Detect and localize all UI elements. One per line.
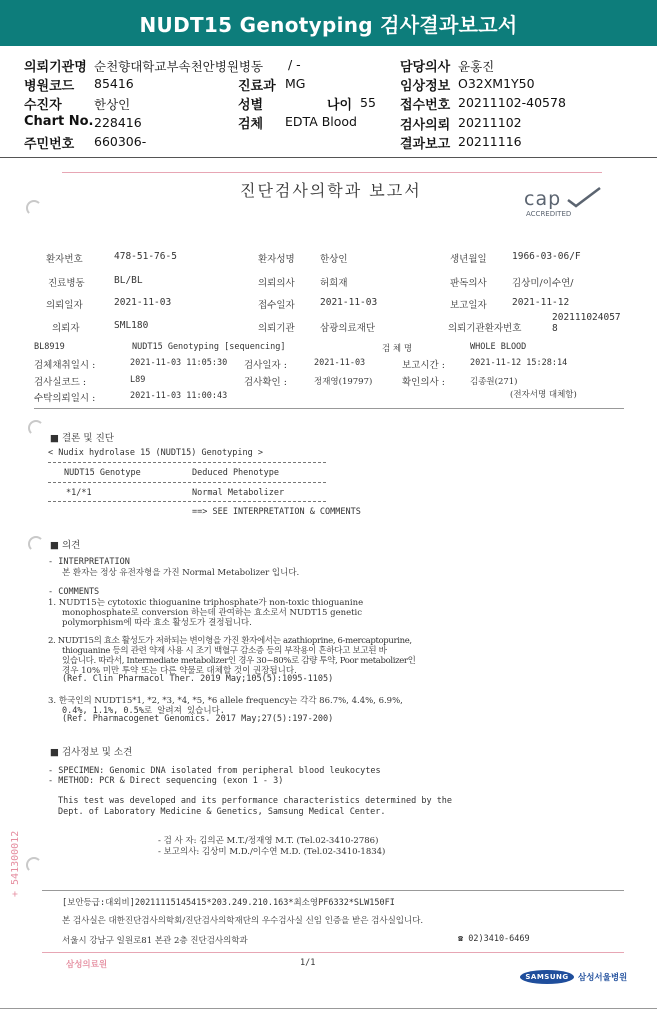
opinion-heading: ■ 의견 — [50, 540, 81, 551]
test-name: NUDT15 Genotyping [sequencing] — [132, 342, 286, 352]
cap-logo — [522, 188, 602, 224]
req-inst-pt-label: 의뢰기관환자번호 — [448, 323, 522, 334]
room-value: L89 — [130, 375, 146, 385]
ssn-value: 660306- — [94, 134, 147, 149]
reqdate-value: 20211102 — [458, 115, 522, 130]
top-pink-rule — [62, 172, 602, 173]
see-interpretation: ==> SEE INTERPRETATION & COMMENTS — [192, 507, 361, 517]
col-genotype: NUDT15 Genotype — [64, 468, 141, 478]
interp-text: 본 환자는 정상 유전자형을 가진 Normal Metabolizer 입니다. — [62, 568, 300, 578]
requester-label: 의뢰자 — [52, 323, 80, 334]
footer-top-rule — [42, 890, 624, 891]
check-icon — [564, 186, 604, 208]
doctor-value: 윤홍진 — [458, 59, 495, 74]
age-label: 나이 — [327, 98, 353, 113]
page-number: 1/1 — [300, 958, 316, 968]
tel-line: ☎ 02)3410-6469 — [458, 934, 530, 944]
phenotype-value: Normal Metabolizer — [192, 488, 285, 498]
recv-label: 수탁의뢰일시 : — [34, 393, 96, 404]
patient-value: 한상인 — [94, 97, 131, 112]
cap-accredited: ACCREDITED — [526, 210, 572, 218]
info-specimen: - SPECIMEN: Genomic DNA isolated from peripheral blood leukocytes — [48, 766, 381, 776]
cert-line: 본 검사실은 대한진단검사의학회/진단검사의학재단의 우수검사실 신임 인증을 받은 검사실입니다. — [62, 916, 424, 926]
report-title-bar — [0, 0, 657, 46]
esign-note: (전자서명 대체함) — [510, 390, 577, 400]
ssn-label: 주민번호 — [24, 137, 75, 152]
comment-2-line-1: 2. NUDT15의 효소 활성도가 저하되는 변이형을 가진 환자에서는 azathioprine, 6-mercaptopurine, — [48, 636, 412, 646]
comment-2-line-3: 있습니다. 따라서, Intermediate metabolizer인 경우 30~80%로 감량 투약, Poor metabolizer인 — [62, 656, 416, 666]
comment-1-line-3: polymorphism에 따라 효소 활성도가 결정됩니다. — [62, 618, 252, 628]
test-date-value: 2021-11-03 — [314, 358, 366, 368]
req-inst-pt-value-a: 202111024057 — [552, 312, 621, 323]
req-doctor-value: 허희재 — [320, 278, 348, 289]
spec-name-value: WHOLE BLOOD — [470, 342, 527, 352]
recv-value: 2021-11-03 11:00:43 — [130, 391, 228, 401]
comment-1-line-2: monophosphate로 conversion 하는데 관여하는 효소로서 NUDT15 genetic — [62, 608, 363, 618]
patient-name-value: 한상인 — [320, 254, 348, 265]
rep-date-value: 2021-11-12 — [512, 297, 570, 308]
dept-value: MG — [285, 76, 306, 91]
page-bottom-rule — [0, 1008, 657, 1009]
clinical-label: 임상정보 — [400, 79, 451, 94]
spec-name-label: 검 체 명 — [382, 344, 413, 354]
rep-time-label: 보고시간 : — [402, 360, 445, 371]
clinical-value: O32XM1Y50 — [458, 76, 535, 91]
recv-date-label: 접수일자 — [258, 300, 295, 311]
right-brand: 삼성서울병원 — [578, 973, 628, 983]
accno-label: 접수번호 — [400, 98, 451, 113]
inst-value: 순천향대학교부속천안병원병동 — [94, 59, 264, 74]
repdate-value: 20211116 — [458, 134, 522, 149]
scanned-report — [10, 162, 640, 983]
test-code: BL8919 — [34, 342, 65, 352]
req-doctor-label: 의뢰의사 — [258, 278, 295, 289]
rep-time-value: 2021-11-12 15:28:14 — [470, 358, 568, 368]
age-value: 55 — [360, 95, 376, 110]
reqdate-label: 검사의뢰 — [400, 118, 451, 133]
patient-label: 수진자 — [24, 98, 62, 113]
accno-value: 20211102-40578 — [458, 95, 566, 110]
chart-label: Chart No. — [24, 114, 94, 129]
comment-3-line-2: 0.4%, 1.1%, 0.5%로 알려져 있습니다. — [62, 706, 225, 716]
patient-no-value: 478-51-76-5 — [114, 251, 177, 262]
conclusion-dash-2 — [48, 482, 326, 483]
ward-value-2: BL/BL — [114, 275, 143, 286]
address-line: 서울시 강남구 일원로81 본관 2층 진단검사의학과 — [62, 936, 248, 946]
genotype-value: *1/*1 — [66, 488, 92, 498]
reader-label: 판독의사 — [450, 278, 487, 289]
ward-label-2: 진료병동 — [48, 278, 85, 289]
confirm-value: 정재영(19797) — [314, 377, 373, 387]
left-brand: 삼성의료원 — [66, 960, 108, 970]
req-date-label: 의뢰일자 — [46, 300, 83, 311]
binder-hole-4 — [26, 857, 42, 873]
cap-logo-text: cap — [524, 188, 562, 210]
info-heading: ■ 검사정보 및 소견 — [50, 747, 133, 758]
confirm-label: 검사확인 : — [244, 377, 287, 388]
patient-no-label: 환자번호 — [46, 254, 83, 265]
chart-value: 228416 — [94, 115, 142, 130]
specimen-value: EDTA Blood — [285, 114, 357, 129]
comment-1-line-1: 1. NUDT15는 cytotoxic thioguanine triphosphate가 non-toxic thioguanine — [48, 598, 364, 608]
req-date-value: 2021-11-03 — [114, 297, 172, 308]
verify-value: 김종원(271) — [470, 377, 518, 387]
binder-hole-3 — [28, 536, 44, 552]
birth-label: 생년월일 — [450, 254, 487, 265]
requester-value: SML180 — [114, 320, 149, 331]
recv-date-value: 2021-11-03 — [320, 297, 378, 308]
ward-value: / - — [288, 57, 301, 72]
comment-3-line-1: 3. 한국인의 NUDT15*1, *2, *3, *4, *5, *6 allele frequency는 각각 86.7%, 4.4%, 6.9%, — [48, 696, 403, 706]
test-info-divider — [34, 408, 624, 409]
binder-hole-1 — [26, 200, 42, 216]
birth-value: 1966-03-06/F — [512, 251, 581, 262]
binder-hole-2 — [28, 420, 44, 436]
conclusion-dash-3 — [48, 501, 326, 502]
info-tester: - 검 사 자: 김의곤 M.T./정재영 M.T. (Tel.02-3410-2786) — [158, 836, 379, 846]
room-label: 검사실코드 : — [34, 377, 87, 388]
specimen-label: 검체 — [238, 117, 264, 132]
hospcode-label: 병원코드 — [24, 79, 75, 94]
report-title: NUDT15 Genotyping 검사결과보고서 — [139, 12, 518, 37]
comment-2-ref: (Ref. Clin Pharmacol Ther. 2019 May;105(5):1095-1105) — [62, 674, 334, 684]
dept-label: 진료과 — [238, 79, 276, 94]
side-barcode-number: + 541300012 — [10, 830, 21, 897]
info-reporter: - 보고의사: 김상미 M.D./이수연 M.D. (Tel.02-3410-1834) — [158, 847, 386, 857]
footer-pink-rule — [42, 952, 624, 953]
conclusion-heading: ■ 결론 및 진단 — [50, 433, 114, 444]
test-date-label: 검사일자 : — [244, 360, 287, 371]
comments-title: - COMMENTS — [48, 587, 100, 597]
repdate-label: 결과보고 — [400, 137, 451, 152]
reader-value: 김상미/이수연/ — [512, 278, 574, 289]
samsung-logo: SAMSUNG — [520, 970, 574, 984]
report-heading: 진단검사의학과 보고서 — [240, 181, 422, 200]
req-inst-pt-value-b: 8 — [552, 323, 558, 334]
header-divider — [0, 157, 657, 158]
req-inst-label: 의뢰기관 — [258, 323, 295, 334]
comment-2-line-4: 경우 10% 미만 투약 또는 다른 약물로 대체할 것이 권장됩니다. — [62, 666, 297, 676]
interp-title: - INTERPRETATION — [48, 557, 130, 567]
verify-label: 확인의사 : — [402, 377, 445, 388]
conclusion-dash-1 — [48, 462, 326, 463]
doctor-label: 담당의사 — [400, 60, 451, 75]
collect-value: 2021-11-03 11:05:30 — [130, 358, 228, 368]
collect-label: 검체채취일시 : — [34, 360, 96, 371]
security-line: [보안등급:대외비]20211115145415*203.249.210.163*최소영PF6332*SLW150FI — [62, 898, 395, 908]
comment-3-ref: (Ref. Pharmacogenet Genomics. 2017 May;27(5):197-200) — [62, 714, 334, 724]
patient-name-label: 환자성명 — [258, 254, 295, 265]
req-inst-value: 삼광의료재단 — [320, 323, 376, 334]
conclusion-subtitle: < Nudix hydrolase 15 (NUDT15) Genotyping > — [48, 448, 263, 458]
comment-2-line-2: thioguanine 등의 관련 약제 사용 시 조기 백혈구 감소증 등의 부작용이 흔하다고 보고된 바 — [62, 646, 387, 656]
info-dev-line-2: Dept. of Laboratory Medicine & Genetics, Samsung Medical Center. — [58, 807, 386, 817]
info-dev-line-1: This test was developed and its performance characteristics determined by the — [58, 796, 453, 806]
info-method: - METHOD: PCR & Direct sequencing (exon 1 - 3) — [48, 776, 284, 786]
hospcode-value: 85416 — [94, 76, 134, 91]
col-phenotype: Deduced Phenotype — [192, 468, 279, 478]
sex-label: 성별 — [238, 98, 264, 113]
rep-date-label: 보고일자 — [450, 300, 487, 311]
inst-label: 의뢰기관명 — [24, 60, 87, 75]
